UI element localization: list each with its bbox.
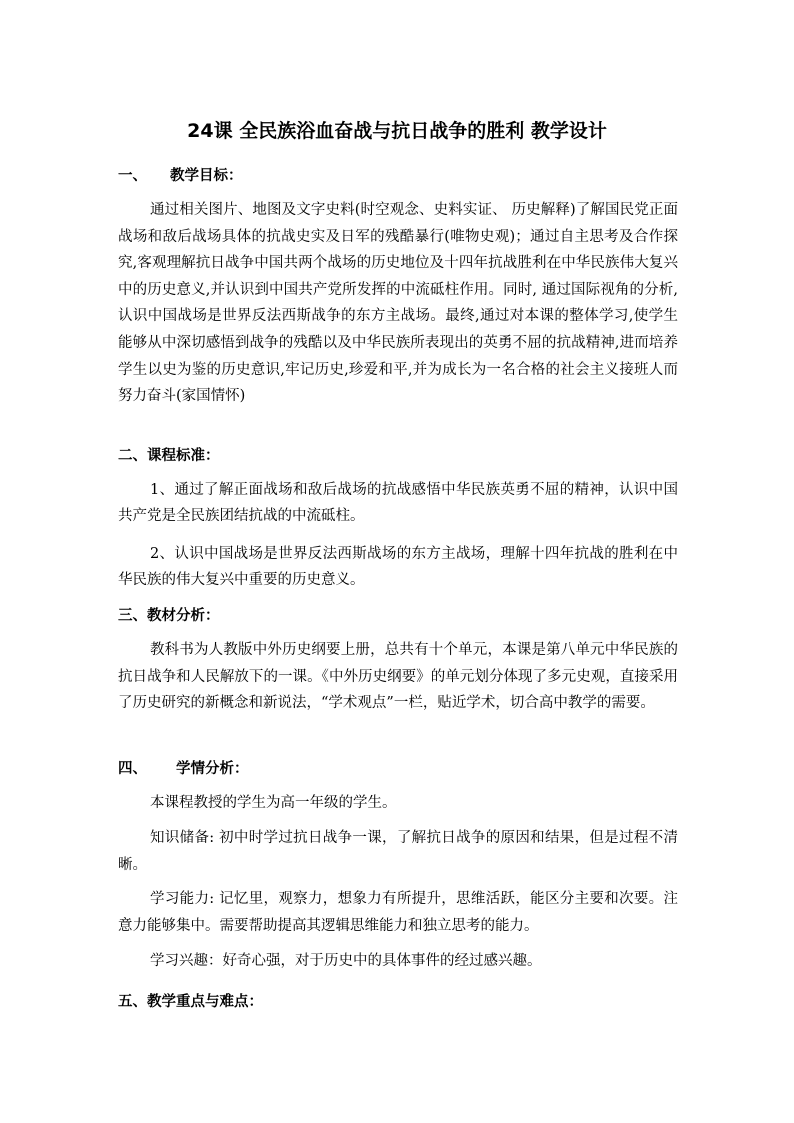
section-heading-objectives bbox=[118, 164, 243, 185]
section-number: 二、 bbox=[118, 448, 147, 464]
section-number: 一、 bbox=[118, 168, 147, 184]
document-title: 24课 全民族浴血奋战与抗日战争的胜利 教学设计 bbox=[187, 120, 607, 142]
paragraph-textbook: 教科书为人教版中外历史纲要上册，总共有十个单元，本课是第八单元中华民族的抗日战争和人民解放下的一课。《中外历史纲要》的单元划分体现了多元史观，直接采用了历史研究的新概念和新说法，“学术观点”一栏，贴近学术，切合高中教学的需要。 bbox=[118, 642, 678, 712]
paragraph-knowledge: 知识储备: 初中时学过抗日战争一课，了解抗日战争的原因和结果，但是过程不清晰。 bbox=[118, 830, 678, 873]
section-heading-keypoints bbox=[118, 990, 263, 1011]
paragraph-ability: 学习能力: 记忆里，观察力，想象力有所提升，思维活跃，能区分主要和次要。注意力能够集中。需要帮助提高其逻辑思维能力和独立思考的能力。 bbox=[118, 891, 678, 934]
section-label: 学情分析： bbox=[176, 761, 249, 777]
section-label: 课程标准： bbox=[147, 448, 220, 464]
section-heading-students bbox=[118, 757, 249, 778]
section-label: 教材分析： bbox=[147, 608, 220, 624]
section-number: 五、 bbox=[118, 994, 147, 1010]
section-label: 教学重点与难点： bbox=[147, 994, 263, 1010]
section-heading-standards bbox=[118, 444, 220, 465]
paragraph-objectives: 通过相关图片、地图及文字史料(时空观念、史料实证、 历史解释)了解国民党正面战场和敌后战场具体的抗战史实及日军的残酷暴行(唯物史观)；通过自主思考及合作探究,客观理解抗日战争中国共两个战场的历史地位及十四年抗战胜利在中华民族伟大复兴中的历史意义,并认识到中国共产党所发挥的中流砥柱作用。同时, 通过国际视角的分析,认识中国战场是世界反法西斯战争的东方主战场。最终,通过对本课的整体学习,使学生能够从中深切感悟到战争的残酷以及中华民族所表现出的英勇不屈的抗战精神,进而培养学生以史为鉴的历史意识,牢记历史,珍爱和平,并为成长为一名合格的社会主义接班人而努力奋斗(家国情怀) bbox=[118, 202, 678, 405]
section-heading-textbook bbox=[118, 604, 220, 625]
section-number: 三、 bbox=[118, 608, 147, 624]
paragraph-interest: 学习兴趣：好奇心强，对于历史中的具体事件的经过感兴趣。 bbox=[150, 953, 542, 969]
section-number: 四、 bbox=[118, 761, 147, 777]
paragraph-standard-1: 1、通过了解正面战场和敌后战场的抗战感悟中华民族英勇不屈的精神，认识中国共产党是全民族团结抗战的中流砥柱。 bbox=[118, 482, 678, 524]
paragraph-students-intro: 本课程教授的学生为高一年级的学生。 bbox=[150, 795, 397, 811]
section-label: 教学目标： bbox=[170, 168, 243, 184]
paragraph-standard-2: 2、认识中国战场是世界反法西斯战场的东方主战场，理解十四年抗战的胜利在中华民族的伟大复兴中重要的历史意义。 bbox=[118, 546, 678, 588]
